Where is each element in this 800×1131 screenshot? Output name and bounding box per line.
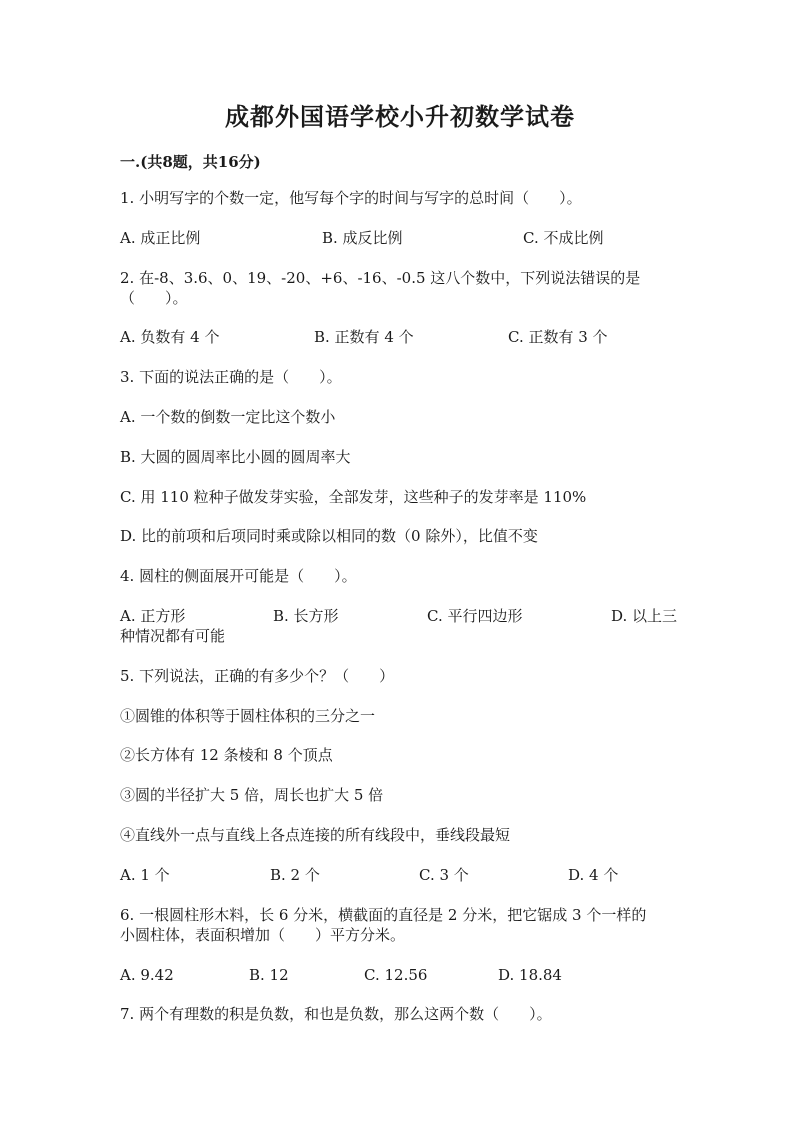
question-1-option-c: C. 不成比例 — [523, 229, 604, 247]
question-3-stem: 3. 下面的说法正确的是（ ）。 — [120, 368, 342, 386]
question-5-stem: 5. 下列说法，正确的有多少个？（ ） — [120, 667, 395, 685]
exam-title: 成都外国语学校小升初数学试卷 — [225, 102, 575, 131]
question-2-option-b: B. 正数有 4 个 — [314, 328, 414, 346]
question-6-option-a: A. 9.42 — [120, 966, 174, 984]
question-3-option-c: C. 用 110 粒种子做发芽实验，全部发芽，这些种子的发芽率是 110% — [120, 488, 587, 506]
question-1-stem: 1. 小明写字的个数一定，他写每个字的时间与写字的总时间（ ）。 — [120, 189, 582, 207]
question-6-option-c: C. 12.56 — [364, 966, 428, 984]
question-1-option-a: A. 成正比例 — [120, 229, 201, 247]
question-2-stem-line-1: 2. 在-8、3.6、0、19、-20、+6、-16、-0.5 这八个数中，下列说法错误的是 — [120, 269, 641, 287]
question-5-statement-3: ③圆的半径扩大 5 倍，周长也扩大 5 倍 — [120, 786, 384, 804]
question-7-stem: 7. 两个有理数的积是负数，和也是负数，那么这两个数（ ）。 — [120, 1005, 552, 1023]
question-6-option-b: B. 12 — [249, 966, 289, 984]
question-4-stem: 4. 圆柱的侧面展开可能是（ ）。 — [120, 567, 357, 585]
question-5-option-d: D. 4 个 — [568, 866, 619, 884]
question-5-statement-4: ④直线外一点与直线上各点连接的所有线段中，垂线段最短 — [120, 826, 511, 844]
question-4-option-b: B. 长方形 — [273, 607, 339, 625]
question-4-option-d: D. 以上三 — [611, 607, 678, 625]
question-5-statement-1: ①圆锥的体积等于圆柱体积的三分之一 — [120, 707, 376, 725]
question-6-option-d: D. 18.84 — [498, 966, 562, 984]
question-6-stem-line-1: 6. 一根圆柱形木料，长 6 分米，横截面的直径是 2 分米，把它锯成 3 个一样的 — [120, 906, 647, 924]
question-5-option-b: B. 2 个 — [270, 866, 320, 884]
question-5-option-a: A. 1 个 — [120, 866, 170, 884]
question-2-option-a: A. 负数有 4 个 — [120, 328, 220, 346]
question-3-option-d: D. 比的前项和后项同时乘或除以相同的数（0 除外），比值不变 — [120, 527, 538, 545]
question-5-option-c: C. 3 个 — [419, 866, 469, 884]
question-6-stem-line-2: 小圆柱体，表面积增加（ ）平方分米。 — [120, 926, 406, 944]
question-2-stem-line-2: （ ）。 — [120, 289, 188, 307]
question-3-option-b: B. 大圆的圆周率比小圆的圆周率大 — [120, 448, 351, 466]
question-3-option-a: A. 一个数的倒数一定比这个数小 — [120, 408, 336, 426]
question-4-option-a: A. 正方形 — [120, 607, 186, 625]
question-5-statement-2: ②长方体有 12 条棱和 8 个顶点 — [120, 746, 333, 764]
question-1-option-b: B. 成反比例 — [322, 229, 403, 247]
question-4-option-d-continuation: 种情况都有可能 — [120, 627, 226, 645]
section-heading: 一.(共8题，共16分) — [120, 153, 261, 171]
question-4-option-c: C. 平行四边形 — [427, 607, 523, 625]
question-2-option-c: C. 正数有 3 个 — [508, 328, 608, 346]
